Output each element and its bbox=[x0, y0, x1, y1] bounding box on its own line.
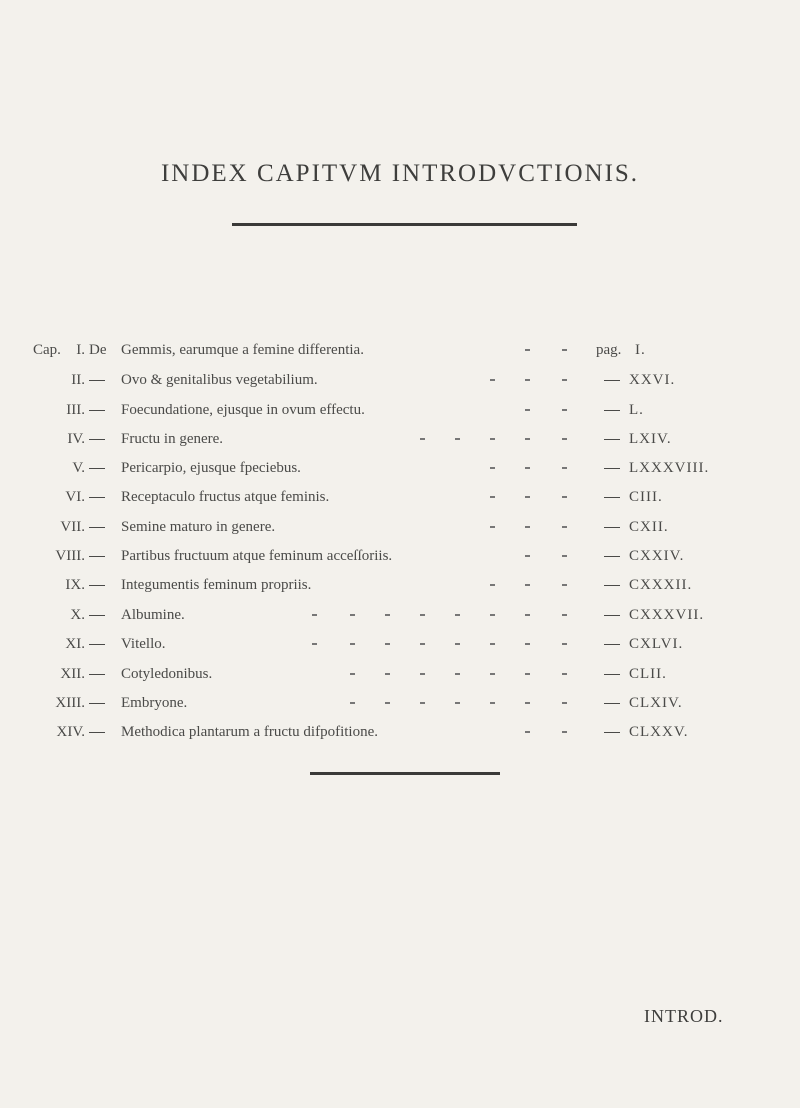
index-row bbox=[0, 661, 800, 687]
chapter-title: Embryone. bbox=[121, 695, 188, 711]
leader-dots bbox=[0, 484, 800, 510]
page-ditto-dash bbox=[604, 468, 620, 469]
chapter-title: Pericarpio, ejusque fpeciebus. bbox=[121, 460, 301, 476]
chapter-number: X. bbox=[70, 607, 85, 623]
page-ditto-dash bbox=[604, 527, 620, 528]
chapter-number: XII. bbox=[60, 666, 85, 682]
page-number: LXIV. bbox=[629, 431, 672, 447]
chapter-number: IX. bbox=[65, 577, 85, 593]
page-number: CIII. bbox=[629, 489, 663, 505]
catchword: INTROD. bbox=[644, 1006, 724, 1026]
index-row bbox=[0, 543, 800, 569]
page-number: I. bbox=[635, 342, 646, 358]
chapter-title: Fructu in genere. bbox=[121, 431, 224, 447]
page-ditto-dash bbox=[604, 410, 620, 411]
chapter-title: Integumentis feminum propriis. bbox=[121, 577, 312, 593]
leader-dots bbox=[0, 367, 800, 393]
chapter-number: I. bbox=[76, 342, 85, 358]
index-row bbox=[0, 514, 800, 540]
index-row bbox=[0, 484, 800, 510]
page-ditto-dash bbox=[604, 497, 620, 498]
index-row bbox=[0, 690, 800, 716]
page-number: LXXXVIII. bbox=[629, 460, 710, 476]
page-ditto-dash bbox=[604, 674, 620, 675]
page-ditto-dash bbox=[604, 380, 620, 381]
leader-dots bbox=[0, 514, 800, 540]
chapter-number: III. bbox=[66, 402, 85, 418]
leader-dots bbox=[0, 426, 800, 452]
page-number: CXII. bbox=[629, 519, 669, 535]
leader-dots bbox=[0, 397, 800, 423]
page-ditto-dash bbox=[604, 439, 620, 440]
chapter-title: Ovo & genitalibus vegetabilium. bbox=[121, 372, 318, 388]
page-number: CXXXII. bbox=[629, 577, 693, 593]
page-ditto-dash bbox=[604, 585, 620, 586]
chapter-title: Albumine. bbox=[121, 607, 185, 623]
cap-label: Cap. bbox=[33, 342, 61, 358]
page-number: CXXXVII. bbox=[629, 607, 705, 623]
chapter-title: Semine maturo in genere. bbox=[121, 519, 276, 535]
index-row bbox=[0, 426, 800, 452]
de-label: De bbox=[89, 342, 107, 358]
chapter-number: XIII. bbox=[55, 695, 85, 711]
chapter-number: V. bbox=[72, 460, 85, 476]
chapter-number: VI. bbox=[65, 489, 85, 505]
page-number: CLII. bbox=[629, 666, 667, 682]
chapter-title: Cotyledonibus. bbox=[121, 666, 213, 682]
chapter-number: VIII. bbox=[55, 548, 85, 564]
chapter-title: Foecundatione, ejusque in ovum effectu. bbox=[121, 402, 365, 418]
leader-dots bbox=[0, 337, 800, 363]
index-row bbox=[0, 572, 800, 598]
page-number: CLXXV. bbox=[629, 724, 689, 740]
page-title: INDEX CAPITVM INTRODVCTIONIS. bbox=[160, 160, 640, 187]
pag-label: pag. bbox=[596, 342, 622, 358]
page-ditto-dash bbox=[604, 556, 620, 557]
index-row bbox=[0, 337, 800, 363]
index-row bbox=[0, 397, 800, 423]
page-ditto-dash bbox=[604, 732, 620, 733]
page-number: XXVI. bbox=[629, 372, 676, 388]
page-number: L. bbox=[629, 402, 644, 418]
bottom-rule bbox=[310, 772, 500, 775]
chapter-title: Vitello. bbox=[121, 636, 166, 652]
chapter-title: Methodica plantarum a fructu difpofitione. bbox=[121, 724, 378, 740]
page-ditto-dash bbox=[604, 615, 620, 616]
chapter-title: Partibus fructuum atque feminum acceſſoriis. bbox=[121, 548, 393, 564]
index-row bbox=[0, 719, 800, 745]
chapter-title: Gemmis, earumque a femine differentia. bbox=[121, 342, 364, 358]
page-ditto-dash bbox=[604, 644, 620, 645]
chapter-number: XI. bbox=[65, 636, 85, 652]
page-number: CLXIV. bbox=[629, 695, 683, 711]
page-number: CXXIV. bbox=[629, 548, 685, 564]
index-row bbox=[0, 367, 800, 393]
page-ditto-dash bbox=[604, 703, 620, 704]
chapter-number: XIV. bbox=[56, 724, 85, 740]
chapter-number: VII. bbox=[60, 519, 85, 535]
index-row bbox=[0, 631, 800, 657]
page-number: CXLVI. bbox=[629, 636, 684, 652]
chapter-number: IV. bbox=[67, 431, 85, 447]
leader-dots bbox=[0, 661, 800, 687]
chapter-title: Receptaculo fructus atque feminis. bbox=[121, 489, 330, 505]
index-row bbox=[0, 455, 800, 481]
chapter-number: II. bbox=[71, 372, 85, 388]
index-row bbox=[0, 602, 800, 628]
